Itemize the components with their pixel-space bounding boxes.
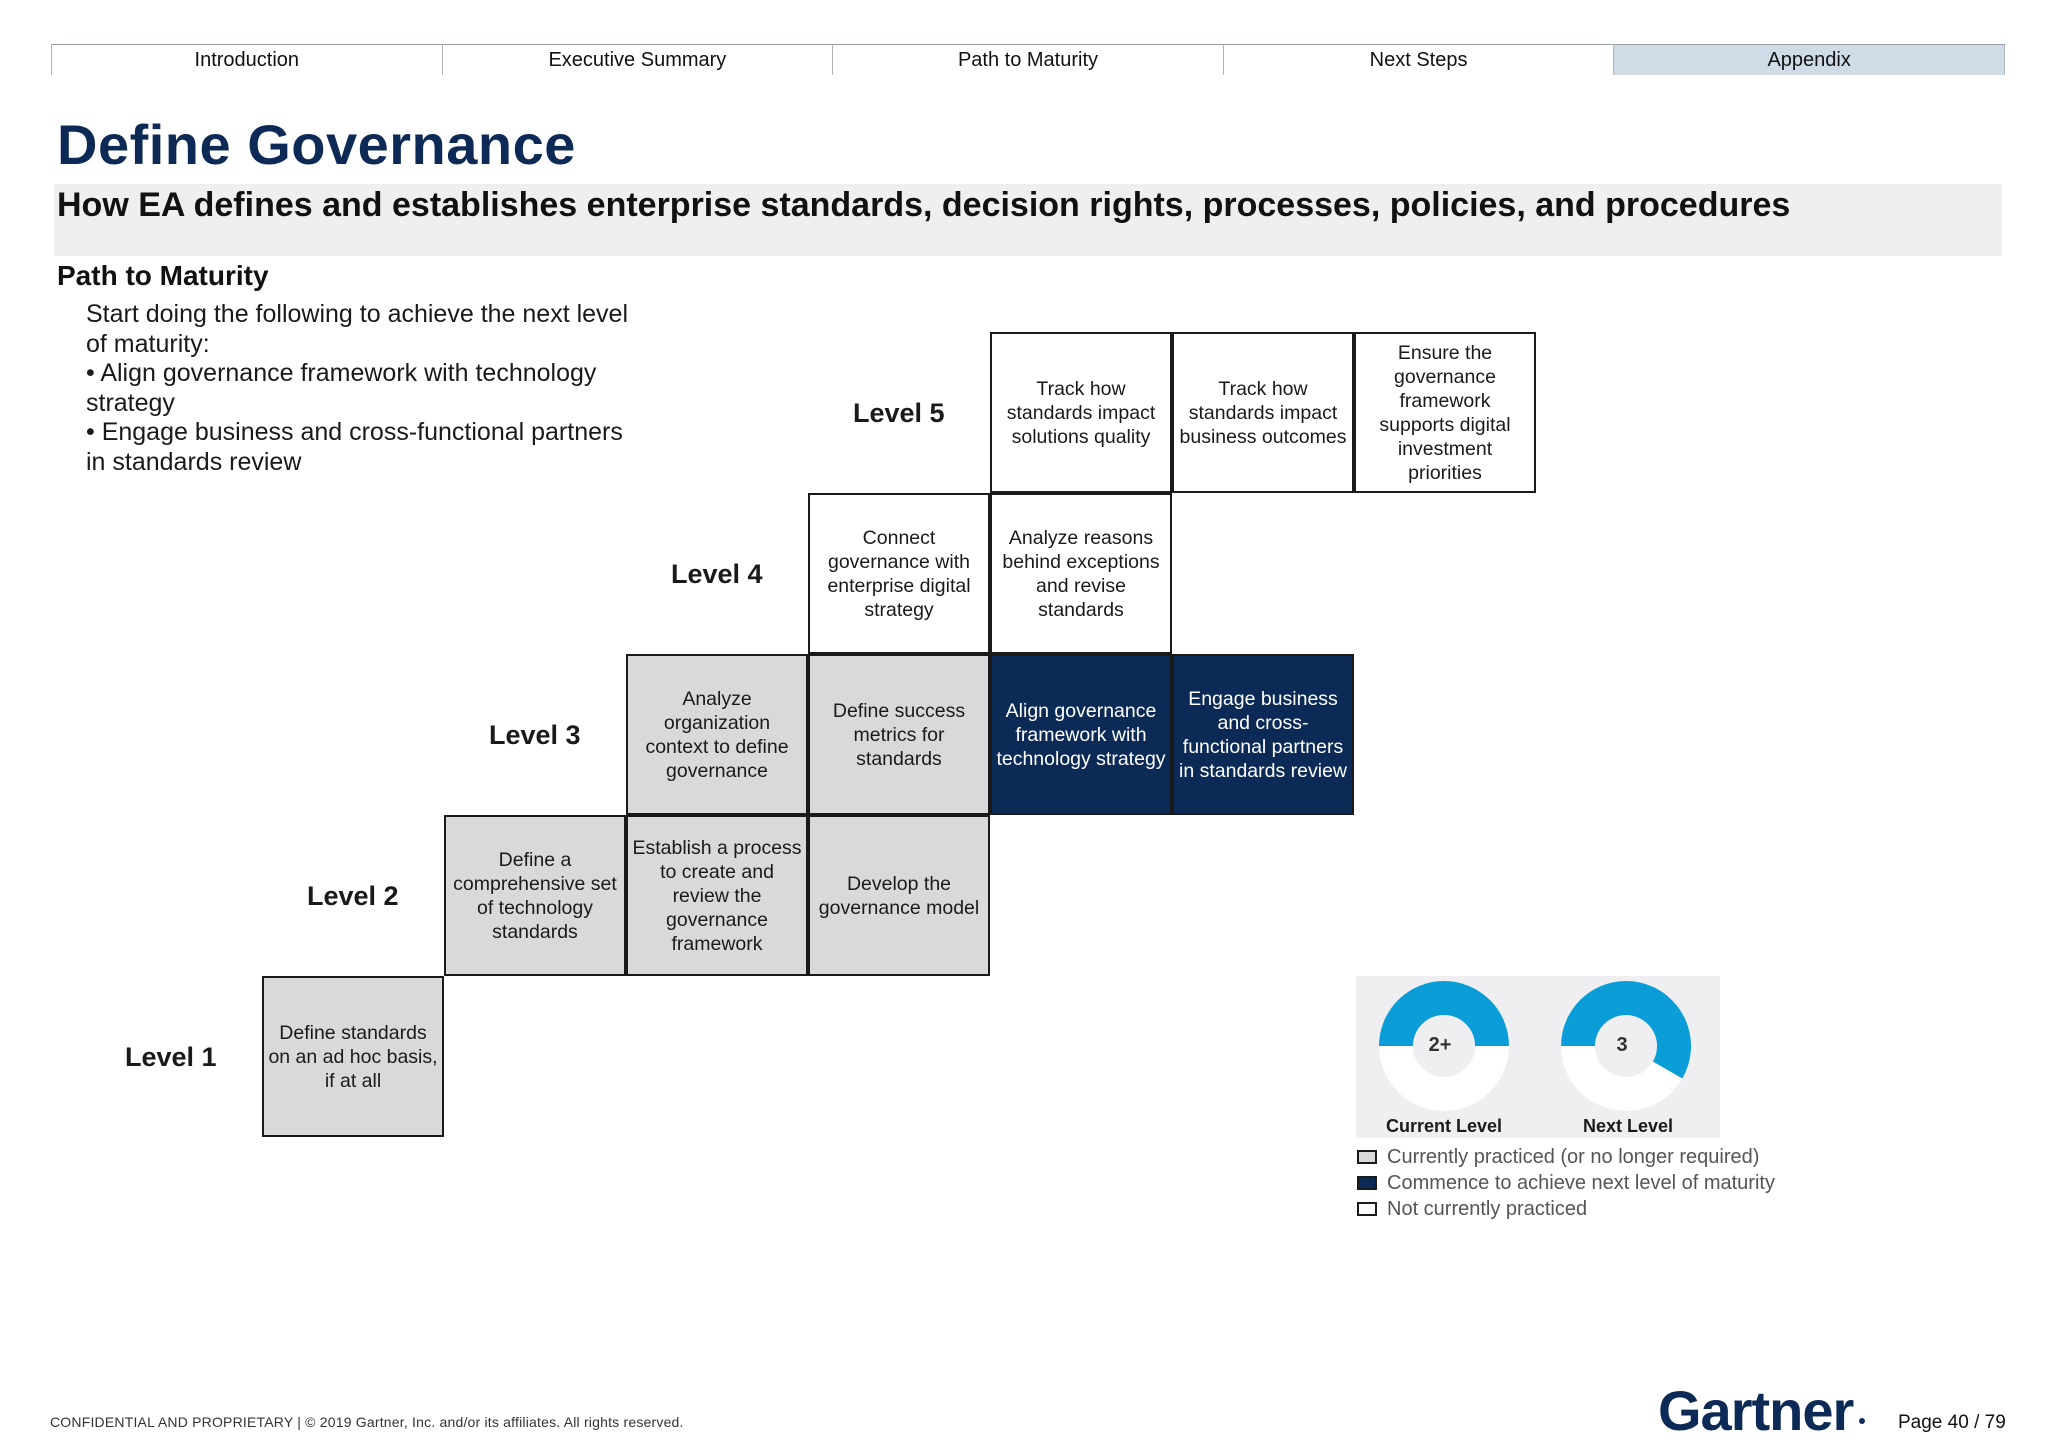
cell-text: Analyze organization context to define governance [645, 687, 789, 782]
maturity-cell [1172, 332, 1354, 493]
page-number: Page 40 / 79 [1898, 1412, 2006, 1433]
maturity-cell [990, 493, 1172, 654]
cell-text: Track how standards impact solutions quality [1006, 377, 1156, 448]
cell-text: Track how standards impact business outcomes [1179, 377, 1347, 448]
cell-text: Define standards on an ad hoc basis, if at all [268, 1021, 438, 1092]
tab-path-to-maturity[interactable]: Path to Maturity [832, 45, 1223, 75]
cell-text: Ensure the governance framework supports digital investment priorities [1379, 341, 1511, 484]
intro-bullet: • Engage business and cross-functional partners in standards review [86, 418, 623, 476]
page-subtitle: How EA defines and establishes enterprise standards, decision rights, processes, policies, and procedures [57, 186, 1791, 224]
intro-text [86, 300, 646, 477]
level-3-label: Level 3 [489, 720, 581, 750]
maturity-cell [808, 815, 990, 976]
legend-label: Currently practiced (or no longer required) [1387, 1145, 1760, 1168]
tab-executive-summary[interactable]: Executive Summary [442, 45, 833, 75]
level-1-label: Level 1 [125, 1042, 217, 1072]
cell-text: Analyze reasons behind exceptions and revise standards [1002, 526, 1160, 621]
maturity-cell [990, 332, 1172, 493]
tab-appendix[interactable]: Appendix [1613, 45, 2005, 75]
tab-next-steps[interactable]: Next Steps [1223, 45, 1614, 75]
legend-item [1357, 1170, 1775, 1196]
cell-text: Establish a process to create and review the governance framework [632, 836, 802, 955]
legend-label: Commence to achieve next level of maturity [1387, 1171, 1775, 1194]
legend-swatch [1357, 1176, 1377, 1190]
cell-text: Engage business and cross-functional partners in standards review [1179, 687, 1347, 782]
maturity-cell [1354, 332, 1536, 493]
maturity-cell-next [990, 654, 1172, 815]
legend-item [1357, 1196, 1775, 1222]
level-5-label: Level 5 [853, 398, 945, 428]
intro-bullet: • Align governance framework with technology strategy [86, 359, 597, 417]
maturity-cell [626, 654, 808, 815]
cell-text: Connect governance with enterprise digital strategy [827, 526, 971, 621]
cell-text: Define success metrics for standards [832, 699, 966, 770]
next-level-label: Next Level [1583, 1116, 1674, 1136]
maturity-cell-next [1172, 654, 1354, 815]
maturity-cell [808, 493, 990, 654]
page-title: Define Governance [57, 113, 576, 176]
section-heading: Path to Maturity [57, 260, 269, 291]
level-2-label: Level 2 [307, 881, 399, 911]
maturity-cell [626, 815, 808, 976]
legend [1357, 1144, 1775, 1222]
legend-swatch [1357, 1150, 1377, 1164]
legend-label: Not currently practiced [1387, 1197, 1588, 1220]
legend-item [1357, 1144, 1775, 1170]
top-nav-tabs [51, 44, 2005, 75]
gartner-logo: Gartner [1658, 1379, 1854, 1442]
confidentiality-footer: CONFIDENTIAL AND PROPRIETARY | © 2019 Gartner, Inc. and/or its affiliates. All rights reserved. [50, 1414, 684, 1430]
current-level-value: 2+ [1428, 1034, 1452, 1056]
maturity-cell [808, 654, 990, 815]
tab-introduction[interactable]: Introduction [51, 45, 442, 75]
logo-dot [1859, 1418, 1865, 1424]
next-level-value: 3 [1616, 1034, 1628, 1056]
cell-text: Align governance framework with technology strategy [996, 699, 1166, 770]
current-level-label: Current Level [1386, 1116, 1503, 1136]
intro-lead: Start doing the following to achieve the next level of maturity: [86, 300, 629, 358]
cell-text: Define a comprehensive set of technology standards [453, 848, 617, 943]
maturity-cell [262, 976, 444, 1137]
legend-swatch [1357, 1202, 1377, 1216]
cell-text: Develop the governance model [818, 872, 980, 919]
level-4-label: Level 4 [671, 559, 763, 589]
maturity-cell [444, 815, 626, 976]
